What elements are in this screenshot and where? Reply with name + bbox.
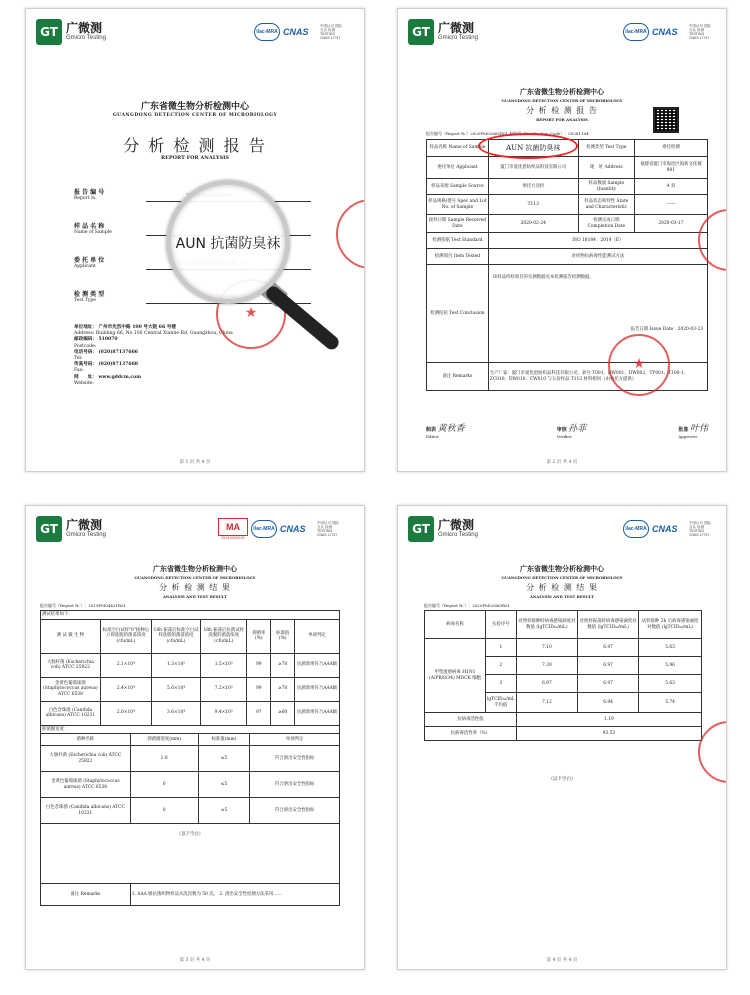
signature-editor: 制表 黄秋香 Editor [426, 424, 465, 439]
report-page-antiviral-results [397, 505, 727, 970]
org-name-en: GUANGDONG DETECTION CENTER OF MICROBIOLOGY [501, 575, 623, 580]
contact-postcode: 邮政编码： 510070 Postcode: [74, 337, 118, 349]
brand-name-cn: 广微测 [438, 518, 475, 532]
brand-name-en: Gmicro Testing [66, 35, 106, 41]
result-title-en: ANALYSIS AND TEST RESULT [162, 594, 227, 599]
report-title-cn: 分 析 检 测 报 告 [123, 136, 267, 155]
page-footer: 第 1 页 共 4 页 [179, 460, 211, 465]
edge-seal-stamp [698, 721, 727, 783]
accreditation-logos [623, 21, 711, 43]
result-title-cn: 分 析 检 测 结 果 [159, 583, 231, 592]
qr-code-icon [653, 107, 679, 133]
magnifier-lens [166, 180, 290, 304]
highlight-circle [478, 133, 578, 159]
official-seal-stamp: ★ [216, 279, 286, 349]
cma-logo: MA 201919000191 [218, 518, 248, 540]
brand-name-cn: 广微测 [66, 21, 103, 35]
cnas-note: 中国认可 国际互认 检测 TESTING CNAS L7747 [320, 23, 342, 41]
signature-row [426, 421, 708, 440]
official-seal-stamp: ★ [608, 334, 670, 396]
cnas-note: 中国认可 国际互认 检测 TESTING CNAS L7747 [317, 520, 339, 538]
summary-table: 样品名称 Name of Sample AUN 抗菌防臭袜 检测类型 Test Type 委托检测 委托单位 Applicant 厦门市爱优恩纺织品科技有限公司 地 址 Address 福建省厦门市海沧区海新文化城 801 样品来源 Sample Source 委托方送检 样品数量 Sample Quantity 4 双 样品规格/批号 Spec and Lot No. of Sample T113 样品状态和特性 State and Characteristic —— 接样日期 Sample Received Date 2020-02-24 检测完成日期 Completion Date 2020-03-17 检测依据 Test Standard ISO 18184：2014（E） 检测项目 Item Tested 对织物抗病毒性能测试方法 检测结论 Test Conclusion 该样品所检项目的实测数据见本检测报告检测数据。 报告日期 Issue Date：2020-03-23 备注 Remarks 生产厂家：厦门市爱优恩纺织品科技有限公司，款号 T001、DW001、DW002、TY001、T100-1、ZC010、DW010、CW010 与五份样品 T113 材料相同（由委托方提供） [426, 139, 708, 391]
gmicro-logo-icon: GT [36, 516, 62, 542]
contact-tel: 电话号码： (020)87137666 Tel: [74, 349, 138, 361]
report-title-en: REPORT FOR ANALYSIS [160, 155, 230, 161]
org-name-cn: 广东省微生物分析检测中心 [153, 564, 237, 573]
field-applicant: 委 托 单 位 Applicant [74, 257, 105, 269]
cma-icon: MA [218, 518, 248, 536]
report-page-summary [397, 8, 727, 472]
accreditation-logos [218, 518, 339, 540]
report-title-en: REPORT FOR ANALYSIS [536, 117, 588, 122]
report-page-antibacterial-results [25, 505, 365, 970]
antibacterial-table: 测试结果如下： 测 试 微 生 物 标准空白试样"0"接种后立即洗脱的菌落浓度 (cfu/mL) 18h 振荡后标准空白试样洗脱的菌落浓度 (cfu/mL) 18h 振荡后抗菌试样洗脱的菌落浓度 (cfu/mL) 抑菌率 (%) 标准值 (%) 单项判定 大肠杆菌 (Escherichia coli) ATCC 25922 2.1×10⁴ 1.3×10⁵ 1.5×10² 99 ≥70 抗菌效果符合AAA级 金黄色葡萄球菌 (Staphylococcus aureus) ATCC 6538 2.4×10⁴ 5.6×10⁴ 7.2×10² 99 ≥70 抗菌效果符合AAA级 白色念珠菌 (Candida albicans) ATCC 10231 2.0×10⁴ 3.6×10⁴ 9.4×10² 97 ≥60 抗菌效果符合AAA级 抑菌圈宽度： 菌种名称 抑菌圈宽度(mm) 标准值(mm) 单项判定 大肠杆菌 (Escherichia coli) ATCC 25922 1.0 ≤5 符合溶出安全性指标 金黄色葡萄球菌 (Staphylococcus aureus) ATCC 6538 0 ≤5 符合溶出安全性指标 白色念珠菌 (Candida albicans) ATCC 10231 0 ≤5 符合溶出安全性指标 （以下空白） 备注 Remarks 1. AAA 级抗菌织物样品水洗次数为 50 次。 2. 溶出安全性检测方法采用…… [40, 610, 340, 906]
contact-website: 网 址： www.gddcm.com Website: [74, 374, 142, 386]
brand-name-cn: 广微测 [438, 21, 475, 35]
result-title-cn: 分 析 检 测 结 果 [526, 583, 598, 592]
cnas-logo-icon: CNAS [652, 27, 678, 37]
report-title-cn: 分 析 检 测 报 告 [526, 106, 598, 115]
contact-block [74, 325, 334, 387]
cnas-logo-icon: CNAS [652, 524, 678, 534]
page-footer: 第 2 页 共 4 页 [546, 460, 578, 465]
accreditation-logos [623, 518, 711, 540]
accreditation-logos [254, 21, 342, 43]
signature-verifier: 审核 孙菲 Verifier [556, 424, 587, 439]
contact-address: 单位地址： 广州市先烈中路 100 号大院 66 号楼 Address: Building 66, No.100 Central Xianlie Rd, Guangzhou, China [74, 325, 233, 337]
brand-name-en: Gmicro Testing [438, 532, 478, 538]
field-sample-name: 样 品 名 称 Name of Sample [74, 223, 112, 235]
field-report-no: 报 告 编 号 Report №. [74, 189, 105, 201]
org-name-en: GUANGDONG DETECTION CENTER OF MICROBIOLOGY [112, 113, 278, 118]
gmicro-logo-icon: GT [408, 19, 434, 45]
blank-note: （以下空白） [548, 777, 576, 782]
page-footer: 第 3 页 共 4 页 [179, 958, 211, 963]
field-test-type: 检 测 类 型 Test Type [74, 291, 105, 303]
report-number-line: 报告编号（Report №.）：2020FM02665R01 [424, 603, 511, 608]
ilac-mra-icon: ilac-MRA [623, 23, 649, 41]
cnas-logo-icon: CNAS [280, 524, 306, 534]
page-footer: 第 4 页 共 4 页 [546, 958, 578, 963]
ilac-mra-icon: ilac-MRA [251, 520, 277, 538]
cnas-note: 中国认可 国际互认 检测 TESTING CNAS L7747 [689, 23, 711, 41]
report-number-line: 报告编号（Report №.）：2019FM04421R01 [40, 603, 127, 608]
result-title-en: ANALYSIS AND TEST RESULT [529, 594, 594, 599]
report-number-line: 报告编号（Report №.）2020FM02665R01 校验码（Verification Code）：05281164 [426, 131, 589, 136]
brand-name-en: Gmicro Testing [438, 35, 478, 41]
cnas-note: 中国认可 国际互认 检测 TESTING CNAS L7747 [689, 520, 711, 538]
org-name-en: GUANGDONG DETECTION CENTER OF MICROBIOLOGY [134, 575, 256, 580]
ilac-mra-icon: ilac-MRA [623, 520, 649, 538]
brand-name-en: Gmicro Testing [66, 532, 106, 538]
ilac-mra-icon: ilac-MRA [254, 23, 280, 41]
org-name-cn: 广东省微生物分析检测中心 [520, 87, 604, 96]
org-name-cn: 广东省微生物分析检测中心 [520, 564, 604, 573]
org-name-cn: 广东省微生物分析检测中心 [140, 102, 249, 112]
antiviral-table: 病毒名称 实验序号 对照样接种时病毒感染滴度对数值 (lgTCID₅₀/mL) 对照样振荡时病毒感染滴度对数值 (lgTCID₅₀/mL) 试样接种 2h 后病毒感染滴度对数值 (lgTCID₅₀/mL) 甲型流感病毒 H1N1 (A/PR/8/34) MDCK 细胞 1 7.10 6.97 5.63 2 7.30 6.97 5.96 3 6.97 6.97 5.63 lgTCID₅₀/mL 平均值 7.12 6.94 5.74 抗病毒活性值 1.19 抗病毒活性率（%） 93.53 [424, 610, 702, 741]
signature-approver: 批准 叶伟 Approver [678, 424, 708, 439]
cnas-logo-icon: CNAS [283, 27, 309, 37]
brand-name-cn: 广微测 [66, 518, 103, 532]
gmicro-logo-icon: GT [408, 516, 434, 542]
gmicro-logo-icon: GT [36, 19, 62, 45]
contact-fax: 传真号码： (020)87137668 Fax: [74, 362, 138, 374]
edge-seal-stamp [336, 199, 365, 269]
org-name-en: GUANGDONG DETECTION CENTER OF MICROBIOLOGY [501, 98, 623, 103]
magnified-sample-name: AUN 抗菌防臭袜 [175, 236, 281, 252]
